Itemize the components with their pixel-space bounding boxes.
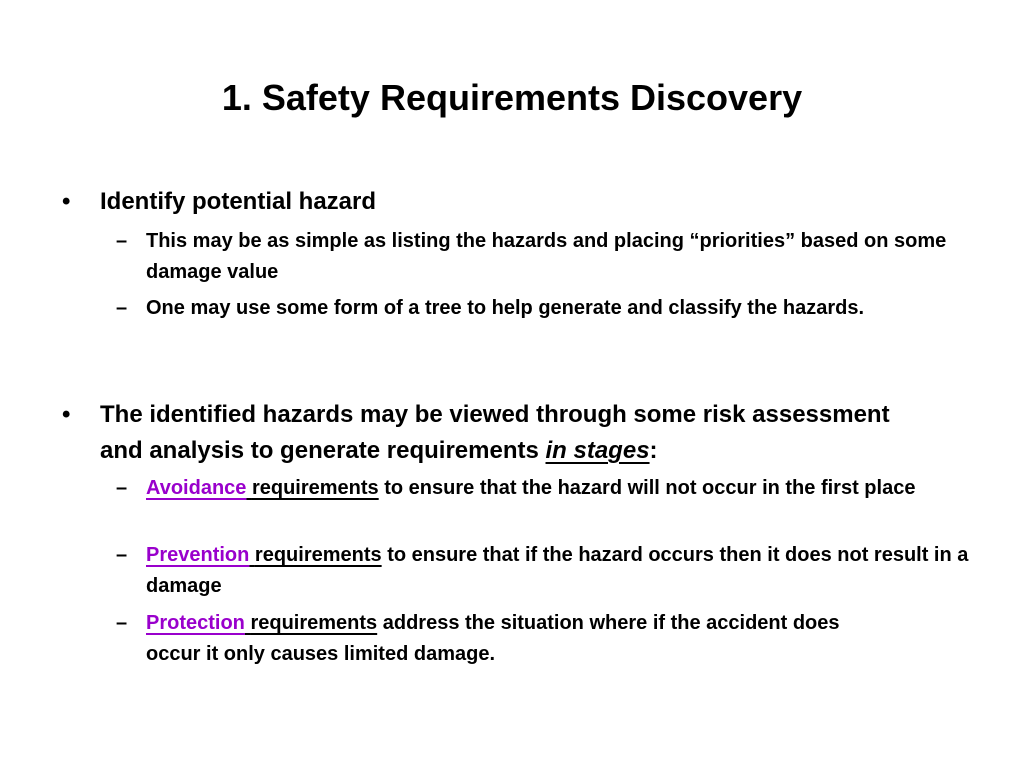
bullet-colon: :	[649, 437, 658, 464]
bullet-marker: •	[62, 188, 71, 215]
sub-marker: –	[116, 477, 128, 499]
sub-item-tree: One may use some form of a tree to help generate and classify the hazards.	[146, 297, 865, 319]
requirements-label: requirements	[250, 612, 378, 634]
requirements-label: requirements	[254, 544, 382, 566]
bullet-marker: •	[62, 401, 71, 428]
sub-marker: –	[116, 297, 128, 319]
sub-item-text: address the situation where if the accident does occur it only causes limited damage.	[146, 612, 840, 665]
sub-item-prevention	[146, 540, 976, 602]
bullet-text: The identified hazards may be viewed through some risk assessment and analysis to generate requirements	[100, 401, 890, 464]
slide-title: 1. Safety Requirements Discovery	[221, 77, 803, 118]
sub-item-text: to ensure that the hazard will not occur in the first place	[378, 477, 916, 499]
bullet-identify-hazard: Identify potential hazard	[100, 188, 377, 215]
sub-marker: –	[116, 612, 128, 634]
term-protection: Protection	[146, 612, 245, 634]
bullet-identified-hazards	[100, 397, 900, 469]
sub-item-avoidance	[146, 473, 976, 504]
term-avoidance: Avoidance	[146, 477, 247, 499]
sub-marker: –	[116, 544, 128, 566]
sub-item-text: to ensure that if the hazard occurs then it does not result in a damage	[146, 544, 969, 597]
requirements-label: requirements	[251, 477, 379, 499]
emphasis-in-stages: in stages	[545, 437, 650, 464]
term-prevention: Prevention	[146, 544, 250, 566]
sub-item-listing-hazards: This may be as simple as listing the hazards and placing “priorities” based on some damage value	[146, 230, 947, 283]
sub-marker: –	[116, 230, 128, 252]
sub-item-protection	[146, 608, 871, 670]
